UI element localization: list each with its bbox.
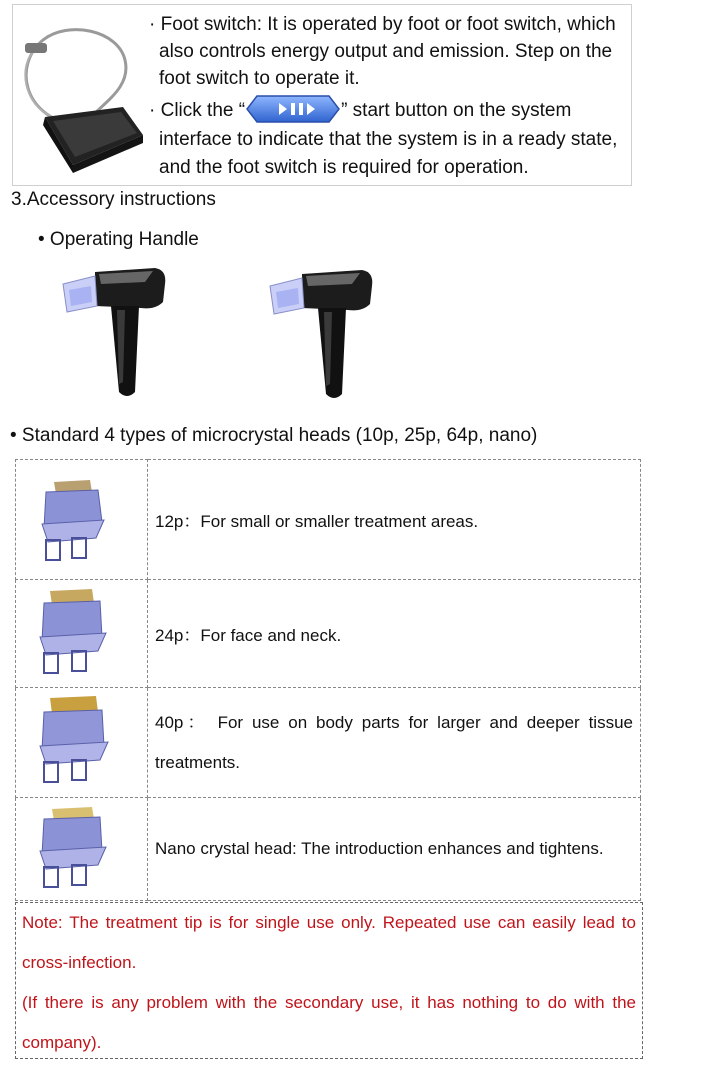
table-cell bbox=[16, 798, 148, 901]
note-line-1: Note: The treatment tip is for single use only. Repeated use can easily lead to bbox=[22, 913, 636, 932]
microcrystal-head-photo bbox=[16, 799, 147, 895]
foot-switch-line-3: foot switch to operate it. bbox=[159, 68, 360, 89]
table-row bbox=[16, 460, 641, 580]
head-description: 12p：For small or smaller treatment areas. bbox=[148, 460, 641, 580]
head-description: 24p：For face and neck. bbox=[148, 580, 641, 688]
head-description-line-2: treatments. bbox=[155, 752, 241, 772]
heads-bullet: • Standard 4 types of microcrystal heads (10p, 25p, 64p, nano) bbox=[10, 425, 538, 446]
foot-switch-line-4 bbox=[149, 96, 571, 126]
head-description: Nano crystal head: The introduction enhances and tightens. bbox=[148, 798, 641, 901]
table-cell bbox=[16, 688, 148, 798]
table-cell bbox=[16, 460, 148, 580]
handle-bullet: • Operating Handle bbox=[38, 229, 199, 250]
note-box bbox=[15, 902, 643, 1059]
foot-switch-line-1: · Foot switch: It is operated by foot or foot switch, which bbox=[149, 14, 616, 35]
foot-switch-line-2: also controls energy output and emission. Step on the bbox=[159, 41, 613, 62]
handle-photo bbox=[262, 262, 392, 402]
foot-switch-section bbox=[12, 4, 632, 186]
head-description bbox=[148, 688, 641, 798]
start-button-icon bbox=[245, 94, 341, 124]
foot-switch-photo bbox=[13, 5, 153, 183]
table-row bbox=[16, 798, 641, 901]
microcrystal-head-photo bbox=[16, 581, 147, 681]
microcrystal-head-photo bbox=[16, 690, 147, 790]
table-row bbox=[16, 580, 641, 688]
microcrystal-heads-table bbox=[15, 459, 641, 901]
section-title: 3.Accessory instructions bbox=[11, 189, 216, 210]
head-description-line-1: 40p： For use on body parts for larger and deeper tissue bbox=[155, 712, 633, 732]
foot-switch-line-5: interface to indicate that the system is in a ready state, bbox=[159, 129, 618, 150]
start-button-text: ” start button on the system bbox=[341, 100, 572, 122]
note-line-4: company). bbox=[22, 1033, 102, 1052]
microcrystal-head-photo bbox=[16, 462, 147, 572]
click-the-text: · Click the “ bbox=[149, 100, 246, 122]
note-line-2: cross-infection. bbox=[22, 953, 137, 972]
foot-switch-line-6: and the foot switch is required for operation. bbox=[159, 157, 529, 178]
handle-photo bbox=[55, 262, 185, 402]
table-row bbox=[16, 688, 641, 798]
table-cell bbox=[16, 580, 148, 688]
note-line-3: (If there is any problem with the secondary use, it has nothing to do with the bbox=[22, 993, 636, 1012]
